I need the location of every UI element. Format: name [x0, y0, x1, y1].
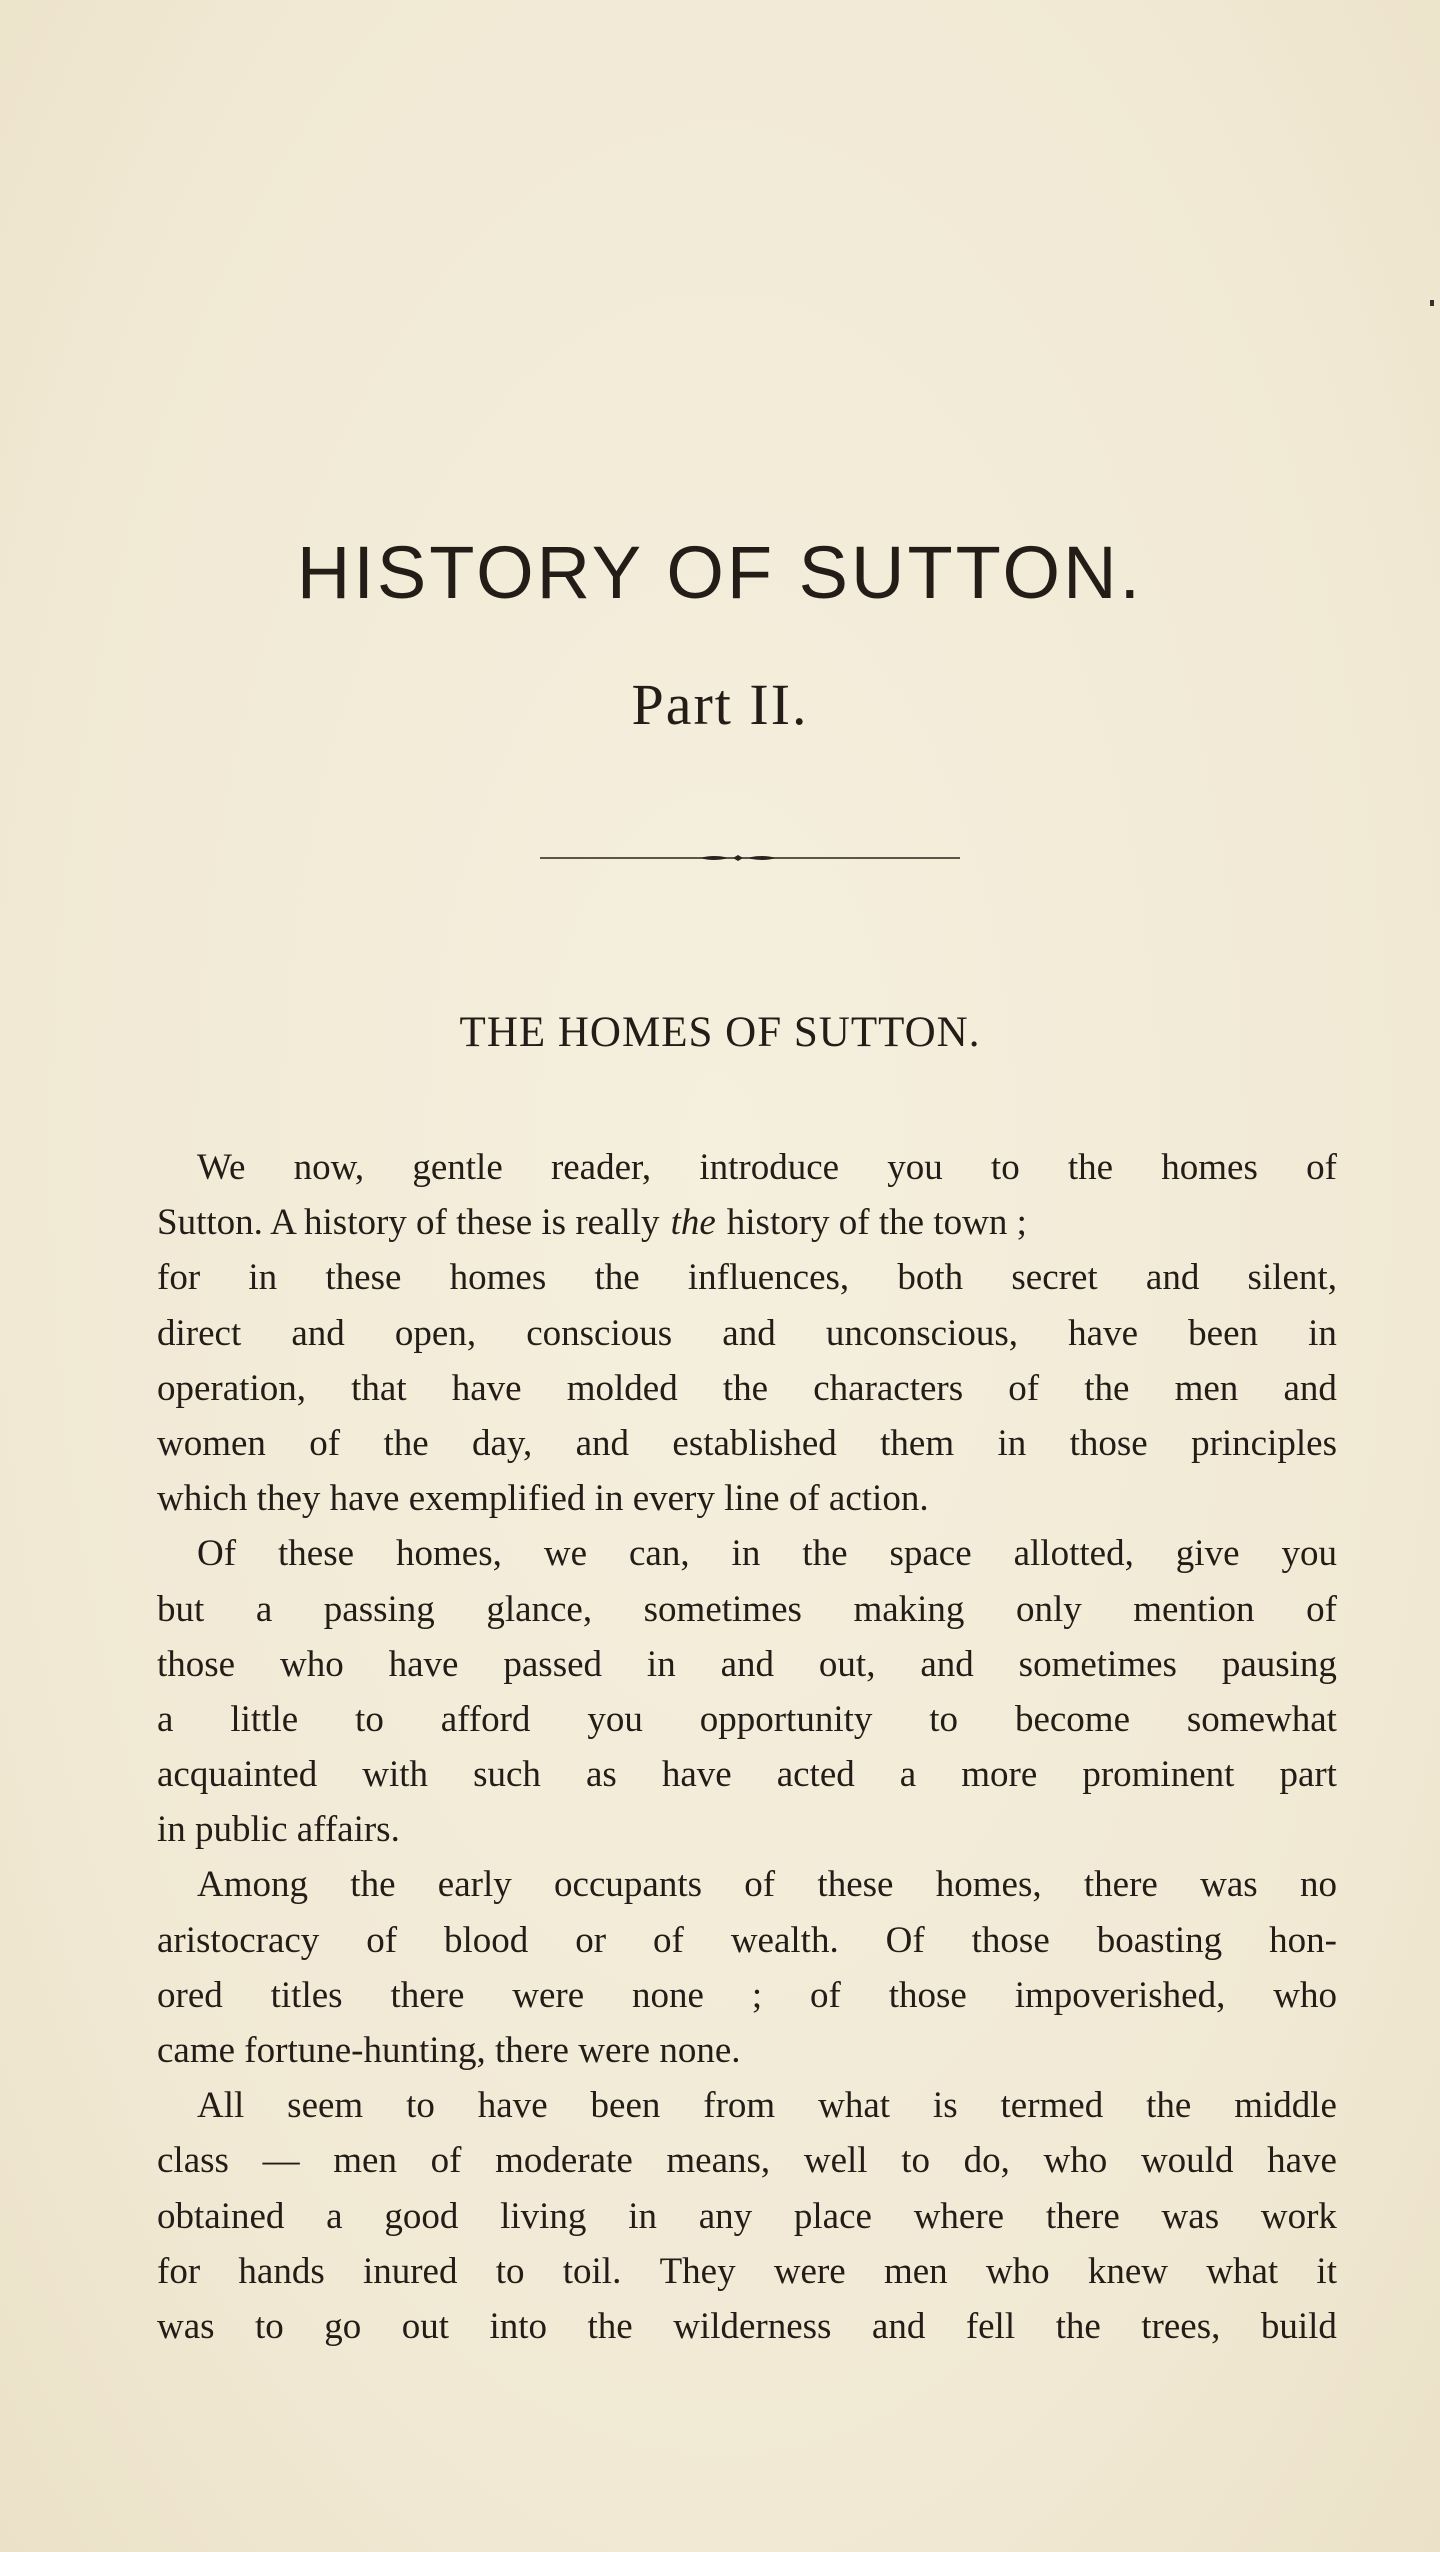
text-line [157, 1416, 1337, 1471]
word: it [1316, 2250, 1337, 2292]
line-content: Sutton. A history of these is really [157, 1202, 660, 1244]
word: out [401, 2305, 450, 2347]
word: to [355, 1698, 384, 1740]
text-line [157, 2189, 1337, 2244]
word: into [489, 2305, 548, 2347]
word: none [632, 1974, 704, 2016]
word: women [157, 1422, 266, 1464]
line-content [157, 1637, 1337, 1692]
line-content [197, 1526, 1337, 1581]
word: now, [293, 1147, 365, 1188]
word: boasting [1096, 1919, 1223, 1961]
word: the [383, 1422, 429, 1464]
word: allotted, [1013, 1533, 1134, 1575]
word: a [326, 2195, 343, 2237]
word: the [587, 2305, 633, 2347]
line-content: in public affairs. [157, 1809, 400, 1851]
word: aristocracy [157, 1919, 320, 1961]
word: with [362, 1754, 429, 1796]
text-line [157, 1857, 1337, 1912]
word: moderate [495, 2140, 633, 2182]
word: the [350, 1864, 396, 1906]
word: seem [287, 2085, 364, 2127]
line-content: history of the town ; [726, 1202, 1027, 1244]
word: place [793, 2195, 872, 2237]
word: these [278, 1533, 355, 1575]
text-line [157, 1968, 1337, 2023]
word: knew [1087, 2250, 1169, 2292]
word: of [1008, 1367, 1040, 1409]
line-content [157, 1306, 1337, 1361]
text-line [157, 1471, 1337, 1526]
word: glance, [486, 1588, 593, 1630]
margin-mark [1430, 300, 1434, 306]
word: to [495, 2250, 525, 2292]
word: we [543, 1533, 587, 1575]
word: trees, [1141, 2305, 1221, 2347]
word: these [817, 1864, 894, 1906]
word: the [1067, 1147, 1114, 1188]
word: and [291, 1312, 345, 1354]
word: reader, [550, 1147, 652, 1188]
line-content [197, 1857, 1337, 1912]
line-content [197, 1140, 1337, 1195]
word: — [262, 2140, 300, 2182]
word: homes [449, 1257, 547, 1299]
word: men [1174, 1367, 1239, 1409]
word: to [901, 2140, 930, 2182]
word: as [585, 1754, 617, 1796]
word: obtained [157, 2195, 285, 2237]
word: there [1083, 1864, 1158, 1906]
word: a [157, 1698, 174, 1740]
word: space [889, 1533, 972, 1575]
word: was [1161, 2195, 1220, 2237]
word: and [575, 1422, 630, 1464]
page-title: HISTORY OF SUTTON. [296, 531, 1144, 614]
word: have [1068, 1312, 1139, 1354]
word: We [197, 1147, 246, 1188]
word: blood [444, 1919, 529, 1961]
word: the [802, 1533, 848, 1575]
word: of [810, 1974, 841, 2016]
word: or [575, 1919, 607, 1961]
line-content [197, 2078, 1337, 2133]
word: who [1273, 1974, 1337, 2016]
line-content [157, 2189, 1337, 2244]
word: such [473, 1754, 541, 1796]
word: wilderness [673, 2305, 832, 2347]
word: to [990, 1147, 1020, 1188]
line-content [157, 1250, 1337, 1305]
word: the [594, 1257, 640, 1299]
word: the [722, 1367, 769, 1409]
word: the [1146, 2085, 1192, 2127]
word: those [888, 1974, 967, 2016]
text-line [157, 1250, 1337, 1305]
word: no [1300, 1864, 1337, 1906]
text-line [157, 1526, 1337, 1581]
ornamental-rule [540, 852, 960, 864]
body-text [157, 1140, 1337, 2354]
word: inured [362, 2250, 458, 2292]
text-line [157, 2299, 1337, 2354]
word: to [255, 2305, 284, 2347]
word: of [1306, 1147, 1337, 1188]
word: somewhat [1186, 1698, 1337, 1740]
word: in [731, 1533, 761, 1575]
word: established [672, 1422, 837, 1464]
word: good [384, 2195, 459, 2237]
word: men [883, 2250, 948, 2292]
word: well [803, 2140, 868, 2182]
word: All [197, 2085, 245, 2127]
word: that [351, 1367, 407, 1409]
word: prominent [1082, 1754, 1235, 1796]
word: you [887, 1147, 943, 1188]
word: have [388, 1643, 459, 1685]
word: of [309, 1422, 341, 1464]
text-line [157, 1692, 1337, 1747]
word: been [1188, 1312, 1259, 1354]
word: give [1175, 1533, 1240, 1575]
word: become [1014, 1698, 1130, 1740]
word: can, [628, 1533, 690, 1575]
text-line [157, 1582, 1337, 1637]
word: occupants [554, 1864, 702, 1906]
word: more [961, 1754, 1038, 1796]
word: homes, [396, 1533, 502, 1575]
word: those [971, 1919, 1050, 1961]
word: was [1200, 1864, 1258, 1906]
line-content [157, 2133, 1337, 2188]
word: who [985, 2250, 1050, 2292]
word: opportunity [699, 1698, 873, 1740]
word: making [853, 1588, 965, 1630]
line-content [157, 1747, 1337, 1802]
word: They [659, 2250, 736, 2292]
word: molded [566, 1367, 678, 1409]
word: unconscious, [825, 1312, 1019, 1354]
word: those [1069, 1422, 1148, 1464]
word: there [1045, 2195, 1120, 2237]
word: you [1281, 1533, 1337, 1575]
word: there [390, 1974, 465, 2016]
line-content: which they have exemplified in every line of action. [157, 1478, 929, 1520]
word: passed [503, 1643, 603, 1685]
word: termed [1000, 2085, 1104, 2127]
line-content: came fortune-hunting, there were none. [157, 2030, 741, 2071]
word: homes [1161, 1147, 1258, 1188]
text-line [157, 1637, 1337, 1692]
word: where [913, 2195, 1005, 2237]
word: was [157, 2305, 215, 2347]
word: in [997, 1422, 1027, 1464]
word: acted [776, 1754, 855, 1796]
word: little [230, 1698, 299, 1740]
word: to [406, 2085, 435, 2127]
word: class [157, 2140, 229, 2182]
word: silent, [1247, 1257, 1337, 1299]
line-content [157, 1582, 1337, 1637]
word: Of [197, 1533, 237, 1575]
word: in [248, 1257, 278, 1299]
word: wealth. [730, 1919, 839, 1961]
word: have [1267, 2140, 1337, 2182]
word: means, [666, 2140, 771, 2182]
line-content [157, 1913, 1337, 1968]
text-line [157, 2023, 1337, 2078]
word: a [255, 1588, 273, 1630]
text-line [157, 1195, 1337, 1250]
word: ; [751, 1974, 763, 2016]
word: what [1206, 2250, 1279, 2292]
word: principles [1191, 1422, 1337, 1464]
word: and [1283, 1367, 1337, 1409]
word: middle [1234, 2085, 1337, 2127]
word: you [587, 1698, 643, 1740]
word: toil. [562, 2250, 622, 2292]
word: living [500, 2195, 587, 2237]
italic-word: the [670, 1202, 716, 1244]
word: sometimes [643, 1588, 802, 1630]
word: only [1015, 1588, 1082, 1630]
line-content [157, 2299, 1337, 2354]
line-content [157, 1968, 1337, 2023]
word: out, [818, 1643, 876, 1685]
word: passing [323, 1588, 435, 1630]
line-content [157, 2244, 1337, 2299]
word: go [324, 2305, 362, 2347]
text-line [157, 1140, 1337, 1195]
word: and [1145, 1257, 1200, 1299]
text-line [157, 1361, 1337, 1416]
line-content [157, 1692, 1337, 1747]
word: those [157, 1643, 236, 1685]
word: fell [965, 2305, 1016, 2347]
word: and [920, 1643, 974, 1685]
word: operation, [157, 1367, 306, 1409]
word: the [1084, 1367, 1130, 1409]
word: impoverished, [1014, 1974, 1226, 2016]
word: were [773, 2250, 846, 2292]
word: in [628, 2195, 657, 2237]
word: hands [238, 2250, 325, 2292]
word: both [897, 1257, 964, 1299]
word: direct [157, 1312, 242, 1354]
line-content [157, 1361, 1337, 1416]
word: for [157, 1257, 201, 1299]
word: pausing [1221, 1643, 1337, 1685]
word: have [451, 1367, 522, 1409]
word: any [698, 2195, 753, 2237]
word: influences, [687, 1257, 850, 1299]
word: who [1043, 2140, 1108, 2182]
word: from [703, 2085, 776, 2127]
word: and [722, 1312, 776, 1354]
word: to [929, 1698, 959, 1740]
word: conscious [526, 1312, 673, 1354]
word: ored [157, 1974, 223, 2016]
word: these [325, 1257, 402, 1299]
word: have [477, 2085, 548, 2127]
word: secret [1011, 1257, 1098, 1299]
word: afford [440, 1698, 531, 1740]
word: Of [885, 1919, 925, 1961]
word: of [430, 2140, 462, 2182]
word: who [280, 1643, 344, 1685]
word: work [1260, 2195, 1337, 2237]
section-heading: THE HOMES OF SUTTON. [459, 1009, 981, 1056]
text-line [157, 2078, 1337, 2133]
word: and [720, 1643, 775, 1685]
word: Among [197, 1864, 308, 1906]
word: have [661, 1754, 732, 1796]
word: a [899, 1754, 917, 1796]
text-line [157, 1747, 1337, 1802]
part-heading: Part II. [631, 672, 809, 737]
word: gentle [412, 1147, 503, 1188]
word: titles [270, 1974, 343, 2016]
word: sometimes [1018, 1643, 1177, 1685]
word: would [1140, 2140, 1234, 2182]
word: but [157, 1588, 205, 1630]
word: part [1279, 1754, 1337, 1796]
text-line [157, 1913, 1337, 1968]
word: in [646, 1643, 676, 1685]
word: of [366, 1919, 398, 1961]
word: introduce [699, 1147, 840, 1188]
word: of [653, 1919, 684, 1961]
text-line [157, 1306, 1337, 1361]
line-content [157, 1416, 1337, 1471]
word: were [512, 1974, 585, 2016]
word: been [590, 2085, 661, 2127]
word: build [1260, 2305, 1337, 2347]
word: characters [813, 1367, 964, 1409]
word: is [932, 2085, 958, 2127]
word: acquainted [157, 1754, 318, 1796]
word: in [1308, 1312, 1337, 1354]
word: of [744, 1864, 776, 1906]
word: men [333, 2140, 397, 2182]
word: what [818, 2085, 891, 2127]
word: do, [963, 2140, 1010, 2182]
text-line [157, 2244, 1337, 2299]
word: the [1055, 2305, 1101, 2347]
text-line [157, 1802, 1337, 1857]
word: of [1306, 1588, 1337, 1630]
word: day, [472, 1422, 533, 1464]
word: open, [394, 1312, 477, 1354]
word: them [880, 1422, 955, 1464]
word: homes, [935, 1864, 1042, 1906]
word: mention [1133, 1588, 1255, 1630]
word: early [437, 1864, 512, 1906]
word: for [157, 2250, 201, 2292]
word: hon- [1269, 1919, 1337, 1961]
word: and [871, 2305, 926, 2347]
text-line [157, 2133, 1337, 2188]
